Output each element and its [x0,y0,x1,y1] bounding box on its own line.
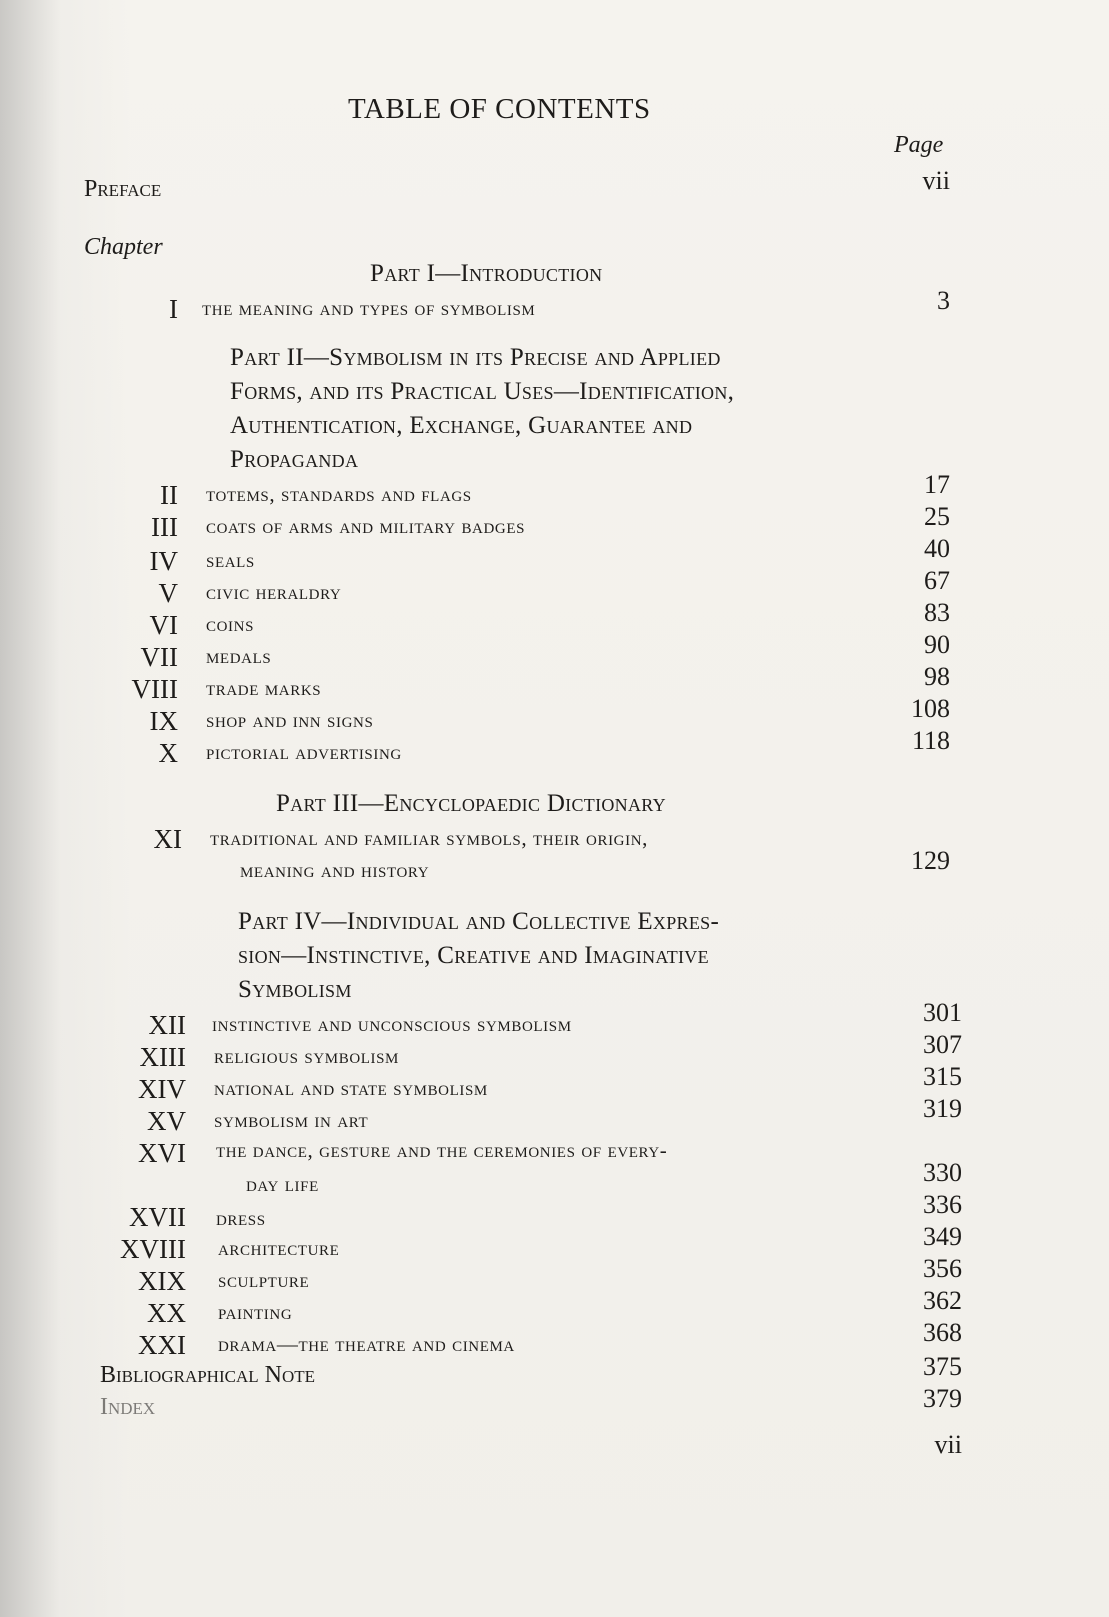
chapter-title: totems, standards and flags [206,482,472,506]
chapter-title: sculpture [218,1268,310,1292]
page-title: TABLE OF CONTENTS [348,93,651,125]
chapter-page: 301 [923,998,962,1027]
chapter-title: dress [216,1206,266,1230]
part-4-heading-line-1: Part IV—Individual and Collective Expres- [238,908,720,935]
chapter-page: 98 [924,662,950,691]
index-page: 379 [923,1384,962,1413]
chapter-number: XIII [139,1042,186,1072]
chapter-page: 336 [923,1190,962,1219]
chapter-number: II [160,480,178,510]
chapter-title-continued: day life [246,1172,319,1196]
chapter-page: 319 [923,1094,962,1123]
chapter-title: painting [218,1300,293,1324]
part-2-heading-line-1: Part II—Symbolism in its Precise and Applied [230,344,721,371]
part-4-heading-line-3: Symbolism [238,976,352,1003]
chapter-title: medals [206,644,272,668]
chapter-title: pictorial advertising [206,740,402,764]
preface-label: Preface [84,176,162,202]
chapter-title: the dance, gesture and the ceremonies of every- [216,1138,668,1162]
chapter-page: 3 [937,286,950,315]
chapter-page: 356 [923,1254,962,1283]
chapter-title: coins [206,612,255,636]
part-1-heading: Part I—Introduction [370,260,603,287]
chapter-number: XVII [129,1202,186,1232]
chapter-page: 108 [911,694,950,723]
chapter-page: 315 [923,1062,962,1091]
chapter-column-label: Chapter [84,234,163,260]
chapter-number: XX [147,1298,186,1328]
page-folio: vii [934,1430,962,1459]
chapter-page: 83 [924,598,950,627]
chapter-number: XI [153,824,182,854]
chapter-title: the meaning and types of symbolism [202,296,536,320]
bibliographical-note-label: Bibliographical Note [100,1362,315,1388]
chapter-page: 368 [923,1318,962,1347]
chapter-title: national and state symbolism [214,1076,488,1100]
chapter-number: XXI [138,1330,186,1360]
chapter-page: 40 [924,534,950,563]
chapter-number: I [169,294,178,324]
chapter-title: traditional and familiar symbols, their origin, [210,826,648,850]
chapter-number: XII [148,1010,186,1040]
chapter-page: 129 [911,846,950,875]
chapter-title: symbolism in art [214,1108,369,1132]
chapter-page: 67 [924,566,950,595]
chapter-title-continued: meaning and history [240,858,430,882]
chapter-page: 349 [923,1222,962,1251]
chapter-title: drama—the theatre and cinema [218,1332,515,1356]
chapter-page: 118 [911,726,950,755]
chapter-number: IX [149,706,178,736]
part-3-heading: Part III—Encyclopaedic Dictionary [276,790,666,817]
chapter-number: XV [147,1106,186,1136]
part-2-heading-line-3: Authentication, Exchange, Guarantee and [230,412,693,439]
chapter-number: XIV [138,1074,186,1104]
chapter-title: civic heraldry [206,580,342,604]
part-2-heading-line-2: Forms, and its Practical Uses—Identification, [230,378,735,405]
part-4-heading-line-2: sion—Instinctive, Creative and Imaginative [238,942,709,969]
chapter-title: architecture [218,1236,340,1260]
chapter-page: 17 [924,470,950,499]
preface-page: vii [922,166,950,195]
chapter-page: 25 [924,502,950,531]
chapter-number: III [151,512,178,542]
chapter-page: 362 [923,1286,962,1315]
page-column-label: Page [894,132,944,158]
chapter-title: coats of arms and military badges [206,514,526,538]
chapter-number: XIX [138,1266,186,1296]
chapter-title: religious symbolism [214,1044,399,1068]
chapter-number: IV [149,546,178,576]
chapter-page: 90 [924,630,950,659]
bibliographical-note-page: 375 [923,1352,962,1381]
chapter-page: 307 [923,1030,962,1059]
part-2-heading-line-4: Propaganda [230,446,359,473]
index-label: Index [100,1394,156,1420]
chapter-title: trade marks [206,676,322,700]
chapter-number: V [158,578,178,608]
chapter-page: 330 [923,1158,962,1187]
chapter-number: XVIII [120,1234,186,1264]
chapter-title: seals [206,548,255,572]
chapter-number: XVI [138,1138,186,1168]
chapter-number: X [158,738,178,768]
chapter-title: instinctive and unconscious symbolism [212,1012,572,1036]
chapter-number: VII [140,642,178,672]
chapter-number: VIII [131,674,178,704]
chapter-title: shop and inn signs [206,708,374,732]
chapter-number: VI [149,610,178,640]
